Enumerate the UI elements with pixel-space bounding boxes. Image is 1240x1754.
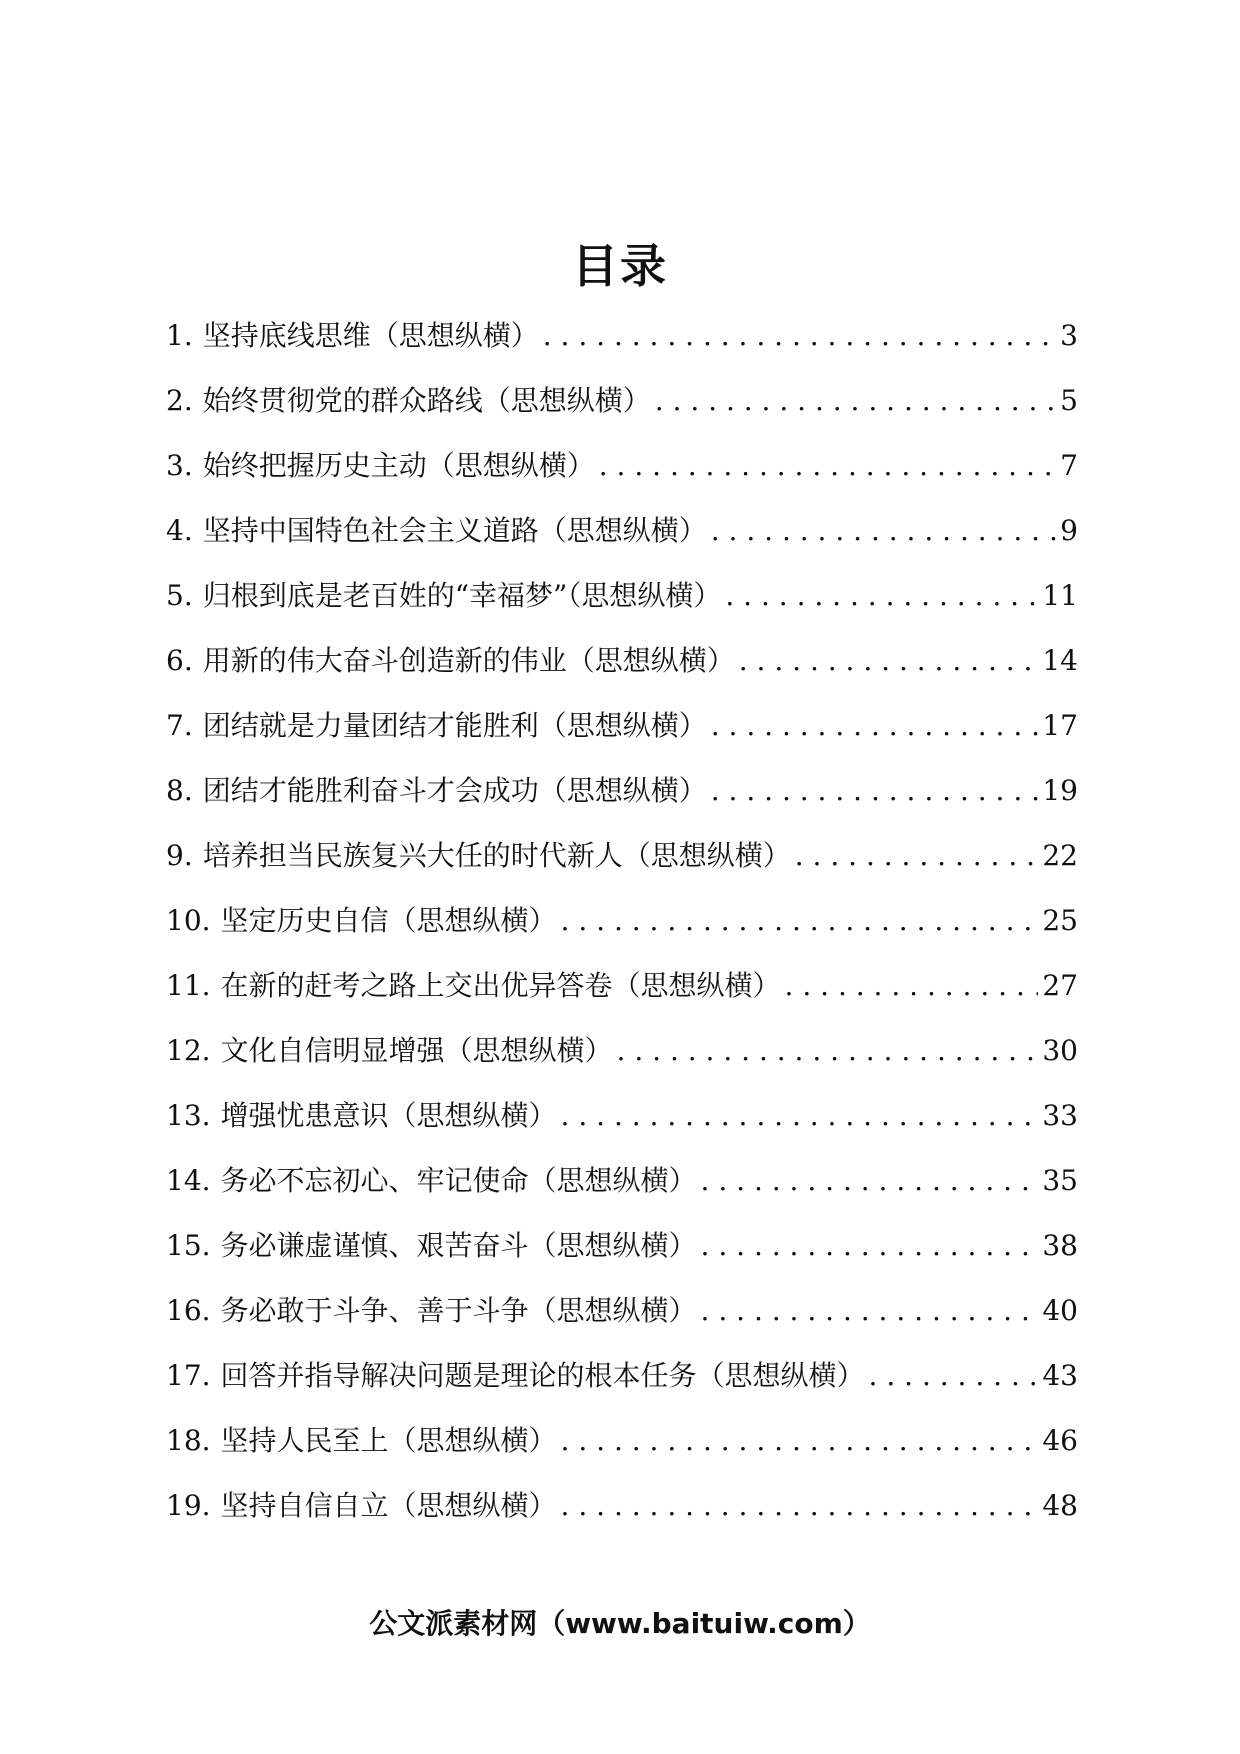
toc-entry[interactable] — [166, 303, 1078, 368]
toc-entry-title: 务必谦虚谨慎、艰苦奋斗（思想纵横） — [220, 1229, 697, 1262]
toc-leader-dots — [739, 628, 1039, 693]
toc-entry-title: 坚持人民至上（思想纵横） — [220, 1424, 557, 1457]
toc-leader-dots — [711, 498, 1056, 563]
toc-leader-dots — [725, 563, 1038, 628]
toc-entry[interactable] — [166, 1408, 1078, 1473]
toc-entry-page: 25 — [1042, 904, 1078, 937]
toc-entry[interactable] — [166, 888, 1078, 953]
toc-entry-number: 1. — [166, 319, 193, 352]
toc-entry-page: 35 — [1042, 1164, 1078, 1197]
toc-leader-dots — [561, 888, 1039, 953]
toc-entry-page: 3 — [1060, 319, 1078, 352]
toc-entry-title: 坚持自信自立（思想纵横） — [220, 1489, 557, 1522]
toc-leader-dots — [701, 1213, 1039, 1278]
toc-entry-number: 17. — [166, 1359, 211, 1392]
toc-entry-number: 15. — [166, 1229, 211, 1262]
toc-entry-page: 48 — [1042, 1489, 1078, 1522]
toc-entry-title: 坚持中国特色社会主义道路（思想纵横） — [202, 514, 707, 547]
toc-entry-number: 5. — [166, 579, 193, 612]
toc-entry[interactable] — [166, 1083, 1078, 1148]
toc-leader-dots — [543, 303, 1056, 368]
toc-entry-page: 19 — [1042, 774, 1078, 807]
toc-entry-number: 19. — [166, 1489, 211, 1522]
toc-entry[interactable] — [166, 563, 1078, 628]
toc-leader-dots — [869, 1343, 1039, 1408]
toc-leader-dots — [655, 368, 1056, 433]
toc-entry-number: 11. — [166, 969, 211, 1002]
footer-watermark: 公文派素材网（www.baituiw.com） — [369, 1607, 871, 1640]
toc-entry-number: 12. — [166, 1034, 211, 1067]
toc-entry-page: 7 — [1060, 449, 1078, 482]
toc-entry-title: 文化自信明显增强（思想纵横） — [220, 1034, 613, 1067]
toc-entry-number: 8. — [166, 774, 193, 807]
toc-entry-number: 16. — [166, 1294, 211, 1327]
toc-entry-page: 11 — [1042, 579, 1078, 612]
toc-entry-number: 2. — [166, 384, 193, 417]
toc-leader-dots — [561, 1408, 1039, 1473]
toc-entry[interactable] — [166, 758, 1078, 823]
toc-entry[interactable] — [166, 1148, 1078, 1213]
toc-entry-number: 18. — [166, 1424, 211, 1457]
toc-entry-page: 33 — [1042, 1099, 1078, 1132]
toc-entry-page: 40 — [1042, 1294, 1078, 1327]
toc-leader-dots — [599, 433, 1056, 498]
toc-entry-title: 坚持底线思维（思想纵横） — [202, 319, 539, 352]
toc-entry-title: 团结才能胜利奋斗才会成功（思想纵横） — [202, 774, 707, 807]
toc-entry-page: 5 — [1060, 384, 1078, 417]
toc-entry-number: 9. — [166, 839, 193, 872]
toc-entry-title: 回答并指导解决问题是理论的根本任务（思想纵横） — [220, 1359, 865, 1392]
toc-entry[interactable] — [166, 953, 1078, 1018]
toc-entry-title: 归根到底是老百姓的“幸福梦”（思想纵横） — [202, 579, 722, 612]
toc-entry-title: 始终贯彻党的群众路线（思想纵横） — [202, 384, 651, 417]
table-of-contents — [166, 303, 1078, 1538]
toc-leader-dots — [711, 693, 1039, 758]
toc-entry-title: 培养担当民族复兴大任的时代新人（思想纵横） — [202, 839, 791, 872]
toc-entry[interactable] — [166, 433, 1078, 498]
toc-entry-page: 30 — [1042, 1034, 1078, 1067]
toc-entry-title: 务必敢于斗争、善于斗争（思想纵横） — [220, 1294, 697, 1327]
toc-leader-dots — [701, 1278, 1039, 1343]
toc-leader-dots — [561, 1473, 1039, 1538]
toc-entry-page: 22 — [1042, 839, 1078, 872]
toc-entry[interactable] — [166, 1018, 1078, 1083]
toc-leader-dots — [795, 823, 1039, 888]
toc-entry-page: 14 — [1042, 644, 1078, 677]
toc-entry-title: 在新的赶考之路上交出优异答卷（思想纵横） — [220, 969, 781, 1002]
toc-entry-title: 团结就是力量团结才能胜利（思想纵横） — [202, 709, 707, 742]
toc-entry-title: 始终把握历史主动（思想纵横） — [202, 449, 595, 482]
toc-entry-number: 3. — [166, 449, 193, 482]
toc-entry-title: 务必不忘初心、牢记使命（思想纵横） — [220, 1164, 697, 1197]
toc-leader-dots — [701, 1148, 1039, 1213]
toc-leader-dots — [617, 1018, 1039, 1083]
toc-entry-page: 27 — [1042, 969, 1078, 1002]
toc-entry-number: 13. — [166, 1099, 211, 1132]
toc-entry-page: 43 — [1042, 1359, 1078, 1392]
toc-entry[interactable] — [166, 823, 1078, 888]
toc-entry-number: 10. — [166, 904, 211, 937]
toc-leader-dots — [785, 953, 1039, 1018]
toc-entry[interactable] — [166, 1278, 1078, 1343]
toc-entry-title: 用新的伟大奋斗创造新的伟业（思想纵横） — [202, 644, 735, 677]
toc-entry[interactable] — [166, 628, 1078, 693]
toc-entry[interactable] — [166, 498, 1078, 563]
toc-entry-title: 坚定历史自信（思想纵横） — [220, 904, 557, 937]
page-title: 目录 — [572, 239, 668, 293]
toc-entry[interactable] — [166, 693, 1078, 758]
toc-entry-page: 17 — [1042, 709, 1078, 742]
toc-entry[interactable] — [166, 1213, 1078, 1278]
toc-entry-number: 14. — [166, 1164, 211, 1197]
toc-entry[interactable] — [166, 1343, 1078, 1408]
toc-leader-dots — [711, 758, 1039, 823]
toc-entry-number: 6. — [166, 644, 193, 677]
toc-entry[interactable] — [166, 368, 1078, 433]
toc-entry-page: 38 — [1042, 1229, 1078, 1262]
toc-leader-dots — [561, 1083, 1039, 1148]
toc-entry-page: 9 — [1060, 514, 1078, 547]
toc-entry-number: 4. — [166, 514, 193, 547]
toc-entry[interactable] — [166, 1473, 1078, 1538]
toc-entry-title: 增强忧患意识（思想纵横） — [220, 1099, 557, 1132]
toc-entry-page: 46 — [1042, 1424, 1078, 1457]
toc-entry-number: 7. — [166, 709, 193, 742]
